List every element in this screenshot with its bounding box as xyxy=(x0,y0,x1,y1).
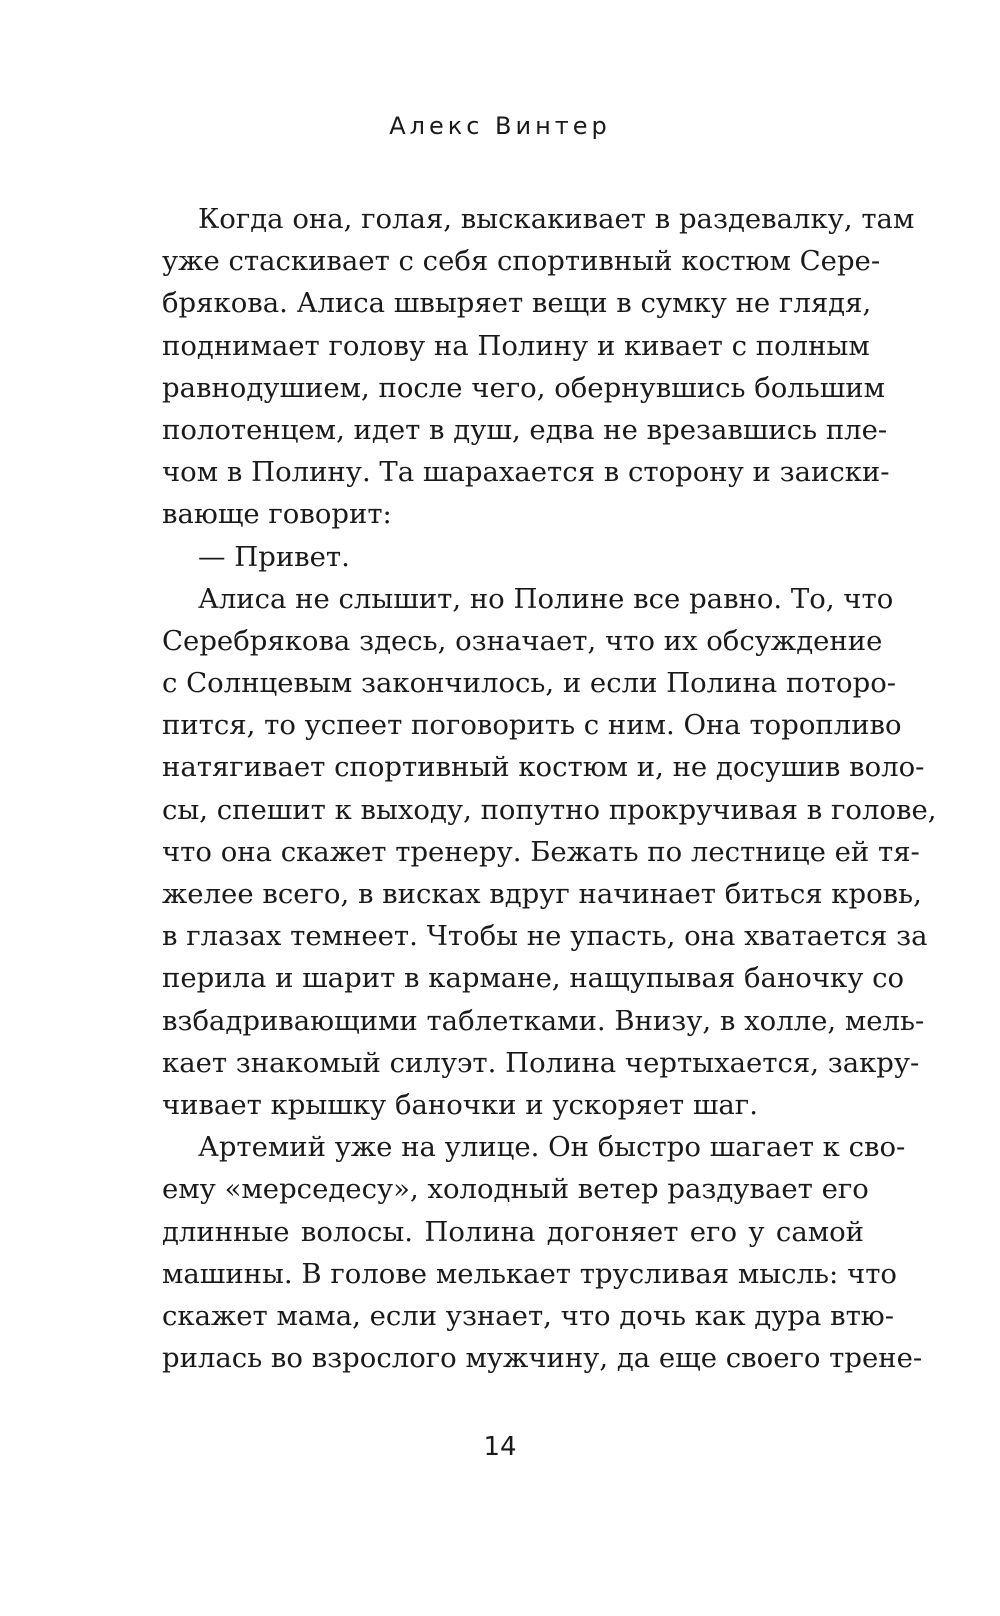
text-line: машины. В голове мелькает трусливая мысль: что xyxy=(162,1257,897,1290)
text-line: желее всего, в висках вдруг начинает биться кровь, xyxy=(162,878,922,910)
running-head-author: Алекс Винтер xyxy=(389,112,611,140)
text-line: ему «мерседесу», холодный ветер раздувает его xyxy=(162,1173,869,1206)
text-line: чом в Полину. Та шарахается в сторону и заиски- xyxy=(162,456,890,489)
text-line: скажет мама, если узнает, что дочь как дура втю- xyxy=(162,1299,895,1332)
page-number: 14 xyxy=(483,1432,517,1462)
text-line: равнодушием, после чего, обернувшись большим xyxy=(162,371,886,404)
text-line: натягивает спортивный костюм и, не досушив воло- xyxy=(162,751,925,784)
text-line: полотенцем, идет в душ, едва не врезавшись пле- xyxy=(162,413,888,446)
text-line: пится, то успеет поговорить с ним. Она торопливо xyxy=(162,709,902,742)
text-line: с Солнцевым закончилось, и если Полина поторо- xyxy=(162,667,897,700)
text-line: взбадривающими таблетками. Внизу, в холле, мель- xyxy=(162,1004,925,1037)
text-line: чивает крышку баночки и ускоряет шаг. xyxy=(162,1088,758,1121)
text-line: Артемий уже на улице. Он быстро шагает к сво- xyxy=(198,1131,906,1164)
text-line: Когда она, голая, выскакивает в раздевалку, там xyxy=(198,203,915,235)
text-line: поднимает голову на Полину и кивает с полным xyxy=(162,329,870,362)
body-text xyxy=(162,198,937,1379)
text-line: уже стаскивает с себя спортивный костюм Сере- xyxy=(162,245,881,278)
text-line: вающе говорит: xyxy=(162,498,392,531)
text-line: перила и шарит в кармане, нащупывая баночку со xyxy=(162,962,905,995)
text-line: Алиса не слышит, но Полине все равно. То, что xyxy=(198,582,894,615)
text-line: что она скажет тренеру. Бежать по лестнице ей тя- xyxy=(162,835,920,868)
text-line: Серебрякова здесь, означает, что их обсуждение xyxy=(162,624,883,657)
text-line: сы, спешит к выходу, попутно прокручивая в голове, xyxy=(162,793,937,826)
text-line: брякова. Алиса швыряет вещи в сумку не глядя, xyxy=(162,287,872,320)
text-line: в глазах темнеет. Чтобы не упасть, она хватается за xyxy=(162,920,928,953)
text-line: длинные волосы. Полина догоняет его у самой xyxy=(162,1215,864,1248)
text-line: рилась во взрослого мужчину, да еще своего трене- xyxy=(162,1342,923,1375)
text-line: — Привет. xyxy=(198,540,350,573)
text-line: кает знакомый силуэт. Полина чертыхается, закру- xyxy=(162,1046,920,1079)
